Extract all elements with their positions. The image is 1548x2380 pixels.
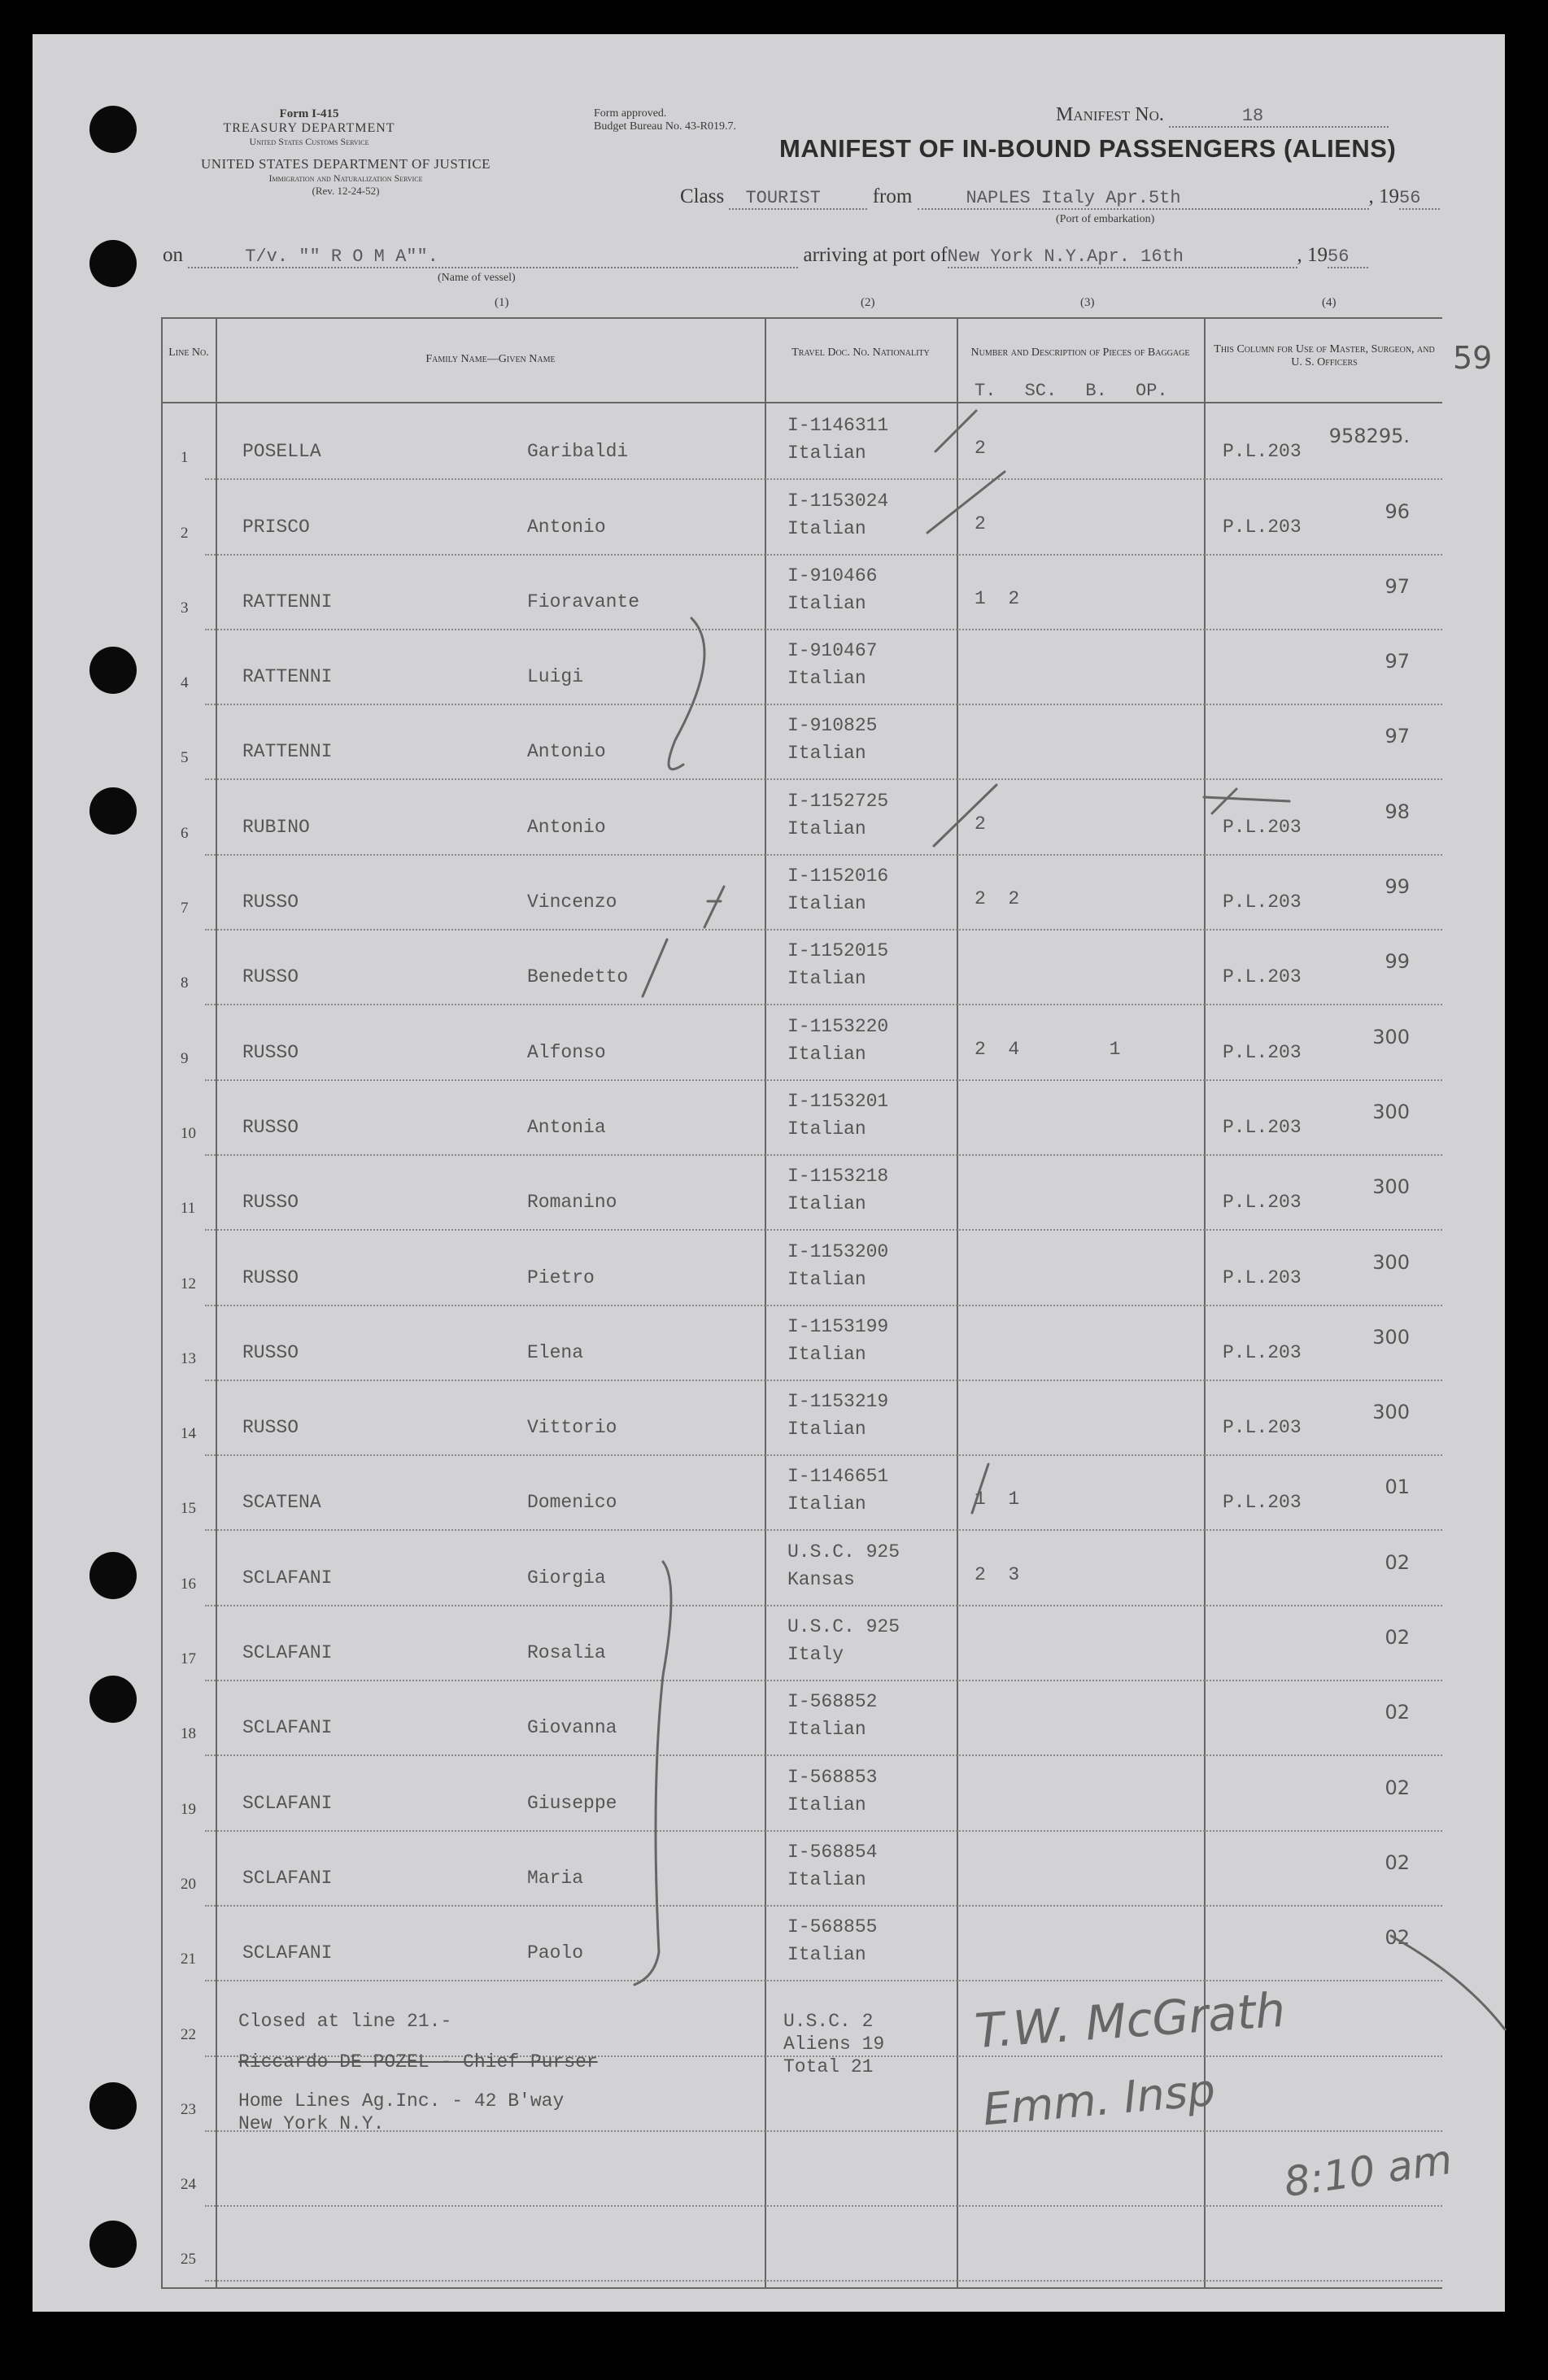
officers-header: This Column for Use of Master, Surgeon, and U. S. Officers <box>1214 343 1435 368</box>
family-name: RATTENNI <box>242 741 333 763</box>
revision: (Rev. 12-24-52) <box>312 185 380 197</box>
line-number: 1 <box>181 449 189 467</box>
year-prefix-2: , 19 <box>1297 244 1328 266</box>
line-number: 21 <box>181 1951 196 1968</box>
nationality: Italian <box>787 1343 866 1365</box>
travel-doc-no: I-568855 <box>787 1916 878 1938</box>
given-name: Elena <box>527 1341 584 1363</box>
column-number-1: (1) <box>495 296 509 309</box>
ledger-number: 02 <box>1384 1550 1410 1574</box>
ledger-number: 02 <box>1384 1926 1410 1950</box>
officer-note: P.L.203 <box>1223 1417 1302 1439</box>
given-name: Maria <box>527 1867 584 1889</box>
bracket-mark <box>643 939 667 996</box>
column-number-3: (3) <box>1080 296 1095 309</box>
given-name: Paolo <box>527 1942 584 1964</box>
line-number: 17 <box>181 1650 196 1668</box>
travel-doc-no: I-1153199 <box>787 1315 889 1337</box>
family-name: RUSSO <box>242 891 299 913</box>
approved-text: Form approved. <box>594 107 667 120</box>
line-number: 3 <box>181 599 189 617</box>
baggage-count: 2 <box>975 438 986 460</box>
ins-service: Immigration and Naturalization Service <box>268 172 423 184</box>
family-name: RUSSO <box>242 1041 299 1063</box>
given-name: Antonio <box>527 516 606 538</box>
year-value: 56 <box>1399 188 1440 210</box>
vessel-caption: (Name of vessel) <box>438 272 516 284</box>
ledger-number: 300 <box>1372 1175 1410 1199</box>
family-name: RUBINO <box>242 816 310 838</box>
travel-doc-no: I-1153201 <box>787 1090 889 1112</box>
ledger-number: 300 <box>1372 1250 1410 1274</box>
travel-doc-no: I-568854 <box>787 1841 878 1863</box>
class-label: Class <box>680 185 725 207</box>
closing-note: Closed at line 21.- <box>238 2011 452 2032</box>
line-number: 15 <box>181 1500 196 1518</box>
nationality: Italian <box>787 968 866 990</box>
given-name: Alfonso <box>527 1041 606 1063</box>
bracket-mark <box>669 618 704 769</box>
travel-doc-no: I-910467 <box>787 640 878 662</box>
name-header: Family Name—Given Name <box>425 353 556 365</box>
inspector-title-signature: Emm. Insp <box>980 2064 1218 2136</box>
family-name: SCLAFANI <box>242 1792 333 1814</box>
line-number: 11 <box>181 1200 196 1218</box>
on-label: on <box>163 244 183 266</box>
line-number: 12 <box>181 1275 196 1292</box>
given-name: Luigi <box>527 666 584 688</box>
check-mark <box>927 472 1005 533</box>
ledger-number: 97 <box>1384 725 1410 748</box>
total-aliens: Aliens 19 <box>783 2033 885 2055</box>
arrival-value: New York N.Y.Apr. 16th <box>948 246 1297 268</box>
officer-note: P.L.203 <box>1223 441 1302 463</box>
given-name: Pietro <box>527 1266 595 1288</box>
family-name: SCLAFANI <box>242 1567 333 1589</box>
nationality: Italian <box>787 1868 866 1890</box>
nationality: Italian <box>787 1419 866 1441</box>
officer-note: P.L.203 <box>1223 516 1302 538</box>
check-mark <box>934 785 996 846</box>
port-caption: (Port of embarkation) <box>1056 213 1155 225</box>
nationality: Italy <box>787 1644 844 1666</box>
officer-note: P.L.203 <box>1223 1341 1302 1363</box>
given-name: Antonio <box>527 816 606 838</box>
line-number: 23 <box>181 2100 196 2118</box>
vessel-value: T/v. "" R O M A"". <box>188 246 798 268</box>
page-number: 59 <box>1453 340 1493 376</box>
line-number: 14 <box>181 1425 196 1443</box>
handwritten-time: 8:10 am <box>1280 2135 1455 2207</box>
line-no-header: Line No. <box>168 347 209 359</box>
ledger-number: 97 <box>1384 650 1410 673</box>
treasury-dept: TREASURY DEPARTMENT <box>223 121 395 135</box>
given-name: Vincenzo <box>527 891 617 913</box>
ledger-number: 01 <box>1384 1476 1410 1499</box>
travel-doc-no: I-1152016 <box>787 865 889 887</box>
officer-note: P.L.203 <box>1223 1116 1302 1138</box>
nationality: Italian <box>787 1719 866 1741</box>
travel-doc-no: I-910466 <box>787 564 878 586</box>
justice-dept: UNITED STATES DEPARTMENT OF JUSTICE <box>200 156 491 172</box>
baggage-count: 2 3 <box>975 1563 1020 1585</box>
line-number: 5 <box>181 749 189 767</box>
nationality: Italian <box>787 592 866 614</box>
ledger-number: 02 <box>1384 1626 1410 1650</box>
nationality: Italian <box>787 1944 866 1966</box>
baggage-header: Number and Description of Pieces of Baggage <box>970 347 1190 359</box>
family-name: RUSSO <box>242 1192 299 1214</box>
given-name: Domenico <box>527 1492 617 1514</box>
ledger-number: 99 <box>1384 875 1410 899</box>
baggage-count: 2 2 <box>975 888 1020 910</box>
travel-doc-no: I-568853 <box>787 1766 878 1788</box>
given-name: Romanino <box>527 1192 617 1214</box>
baggage-count: 1 1 <box>975 1489 1020 1510</box>
family-name: POSELLA <box>242 441 321 463</box>
travel-doc-no: U.S.C. 925 <box>787 1616 900 1638</box>
from-label: from <box>872 185 913 207</box>
arriving-label: arriving at port of <box>803 244 948 266</box>
given-name: Garibaldi <box>527 441 629 463</box>
manifest-title: MANIFEST OF IN-BOUND PASSENGERS (ALIENS) <box>779 134 1397 163</box>
travel-doc-no: I-568852 <box>787 1691 878 1713</box>
agent-city: New York N.Y. <box>238 2113 385 2134</box>
officer-note: P.L.203 <box>1223 816 1302 838</box>
travel-doc-no: I-1146311 <box>787 415 889 437</box>
given-name: Vittorio <box>527 1417 617 1439</box>
baggage-count: 2 <box>975 813 986 835</box>
ledger-number: 02 <box>1384 1701 1410 1724</box>
ledger-number: 300 <box>1372 1401 1410 1424</box>
agent-line: Home Lines Ag.Inc. - 42 B'way <box>238 2090 565 2112</box>
family-name: SCLAFANI <box>242 1942 333 1964</box>
ledger-number: 958295. <box>1328 425 1410 448</box>
brace-mark <box>634 1562 671 1985</box>
inspector-signature: T.W. McGrath <box>973 1981 1288 2060</box>
from-value: NAPLES Italy Apr.5th <box>918 188 1369 210</box>
travel-doc-no: I-1152015 <box>787 940 889 962</box>
inspector-mark <box>1204 789 1289 813</box>
column-number-2: (2) <box>861 296 875 309</box>
ledger-number: 02 <box>1384 1776 1410 1799</box>
nationality: Italian <box>787 668 866 690</box>
total-usc: U.S.C. 2 <box>783 2011 874 2032</box>
baggage-count: 1 2 <box>975 587 1020 609</box>
given-name: Fioravante <box>527 591 640 612</box>
check-mark <box>935 411 976 451</box>
officer-note: P.L.203 <box>1223 966 1302 988</box>
customs-service: United States Customs Service <box>249 136 369 147</box>
family-name: SCLAFANI <box>242 1867 333 1889</box>
manifest-no-label: Manifest No. <box>1056 104 1164 125</box>
family-name: RUSSO <box>242 966 299 988</box>
nationality: Italian <box>787 817 866 839</box>
officer-note: P.L.203 <box>1223 1192 1302 1214</box>
travel-doc-no: I-1153024 <box>787 490 889 512</box>
column-number-4: (4) <box>1322 296 1337 309</box>
given-name: Giuseppe <box>527 1792 617 1814</box>
class-value: TOURIST <box>729 188 867 210</box>
officer-note: P.L.203 <box>1223 891 1302 913</box>
year-value-2: 56 <box>1328 246 1368 268</box>
nationality: Italian <box>787 1043 866 1065</box>
line-number: 4 <box>181 674 189 692</box>
ledger-number: 98 <box>1384 800 1410 823</box>
nationality: Italian <box>787 442 866 464</box>
nationality: Italian <box>787 1794 866 1816</box>
ledger-number: 02 <box>1384 1850 1410 1874</box>
budget-text: Budget Bureau No. 43-R019.7. <box>594 120 736 133</box>
line-number: 25 <box>181 2251 196 2269</box>
travel-doc-no: I-1153220 <box>787 1015 889 1037</box>
nationality: Italian <box>787 1193 866 1215</box>
line-number: 2 <box>181 524 189 542</box>
line-number: 9 <box>181 1049 189 1067</box>
family-name: RUSSO <box>242 1116 299 1138</box>
travel-doc-no: I-1153200 <box>787 1240 889 1262</box>
given-name: Giovanna <box>527 1717 617 1739</box>
given-name: Giorgia <box>527 1567 606 1589</box>
ledger-number: 300 <box>1372 1325 1410 1349</box>
family-name: RUSSO <box>242 1417 299 1439</box>
given-name: Antonio <box>527 741 606 763</box>
family-name: PRISCO <box>242 516 310 538</box>
ledger-number: 97 <box>1384 574 1410 598</box>
nationality: Kansas <box>787 1568 855 1590</box>
given-name: Antonia <box>527 1116 606 1138</box>
line-number: 10 <box>181 1124 196 1142</box>
manifest-no-value: 18 <box>1169 106 1389 128</box>
line-number: 13 <box>181 1349 196 1367</box>
family-name: SCATENA <box>242 1492 321 1514</box>
nationality: Italian <box>787 1268 866 1290</box>
baggage-count: 2 4 1 <box>975 1038 1121 1060</box>
family-name: RUSSO <box>242 1266 299 1288</box>
baggage-subheader: T. SC. B. OP. <box>975 381 1168 401</box>
officer-note: P.L.203 <box>1223 1041 1302 1063</box>
line-number: 18 <box>181 1725 196 1743</box>
family-name: RUSSO <box>242 1341 299 1363</box>
form-number: Form I-415 <box>279 107 339 120</box>
family-name: SCLAFANI <box>242 1717 333 1739</box>
line-number: 19 <box>181 1800 196 1818</box>
ledger-number: 99 <box>1384 950 1410 974</box>
bracket-mark <box>704 887 724 927</box>
nationality: Italian <box>787 1118 866 1140</box>
officer-note: P.L.203 <box>1223 1266 1302 1288</box>
travel-doc-no: I-1153219 <box>787 1391 889 1413</box>
line-number: 7 <box>181 900 189 918</box>
officer-note: P.L.203 <box>1223 1492 1302 1514</box>
nationality: Italian <box>787 517 866 539</box>
ledger-number: 300 <box>1372 1100 1410 1123</box>
baggage-count: 2 <box>975 512 986 534</box>
travel-doc-no: I-1152725 <box>787 790 889 812</box>
line-number: 6 <box>181 824 189 842</box>
line-number: 20 <box>181 1875 196 1893</box>
travel-doc-no: I-1146651 <box>787 1466 889 1488</box>
year-prefix: , 19 <box>1368 185 1400 207</box>
line-number: 16 <box>181 1575 196 1593</box>
purser-line: Riccardo DE POZEL - Chief Purser <box>238 2051 598 2073</box>
nationality: Italian <box>787 743 866 765</box>
family-name: RATTENNI <box>242 666 333 688</box>
total-all: Total 21 <box>783 2056 874 2077</box>
ledger-number: 96 <box>1384 499 1410 523</box>
line-number: 8 <box>181 974 189 992</box>
check-mark <box>972 1464 988 1513</box>
family-name: RATTENNI <box>242 591 333 612</box>
travel-doc-no: I-1153218 <box>787 1166 889 1188</box>
travel-doc-no: I-910825 <box>787 715 878 737</box>
ledger-number: 300 <box>1372 1025 1410 1048</box>
travel-doc-no: U.S.C. 925 <box>787 1541 900 1563</box>
line-number: 24 <box>181 2176 196 2194</box>
given-name: Benedetto <box>527 966 629 988</box>
signature-flourish <box>1391 1936 1505 2029</box>
family-name: SCLAFANI <box>242 1642 333 1664</box>
travel-doc-header: Travel Doc. No. Nationality <box>791 347 930 359</box>
given-name: Rosalia <box>527 1642 606 1664</box>
nationality: Italian <box>787 1493 866 1515</box>
nationality: Italian <box>787 893 866 915</box>
line-number: 22 <box>181 2025 196 2043</box>
